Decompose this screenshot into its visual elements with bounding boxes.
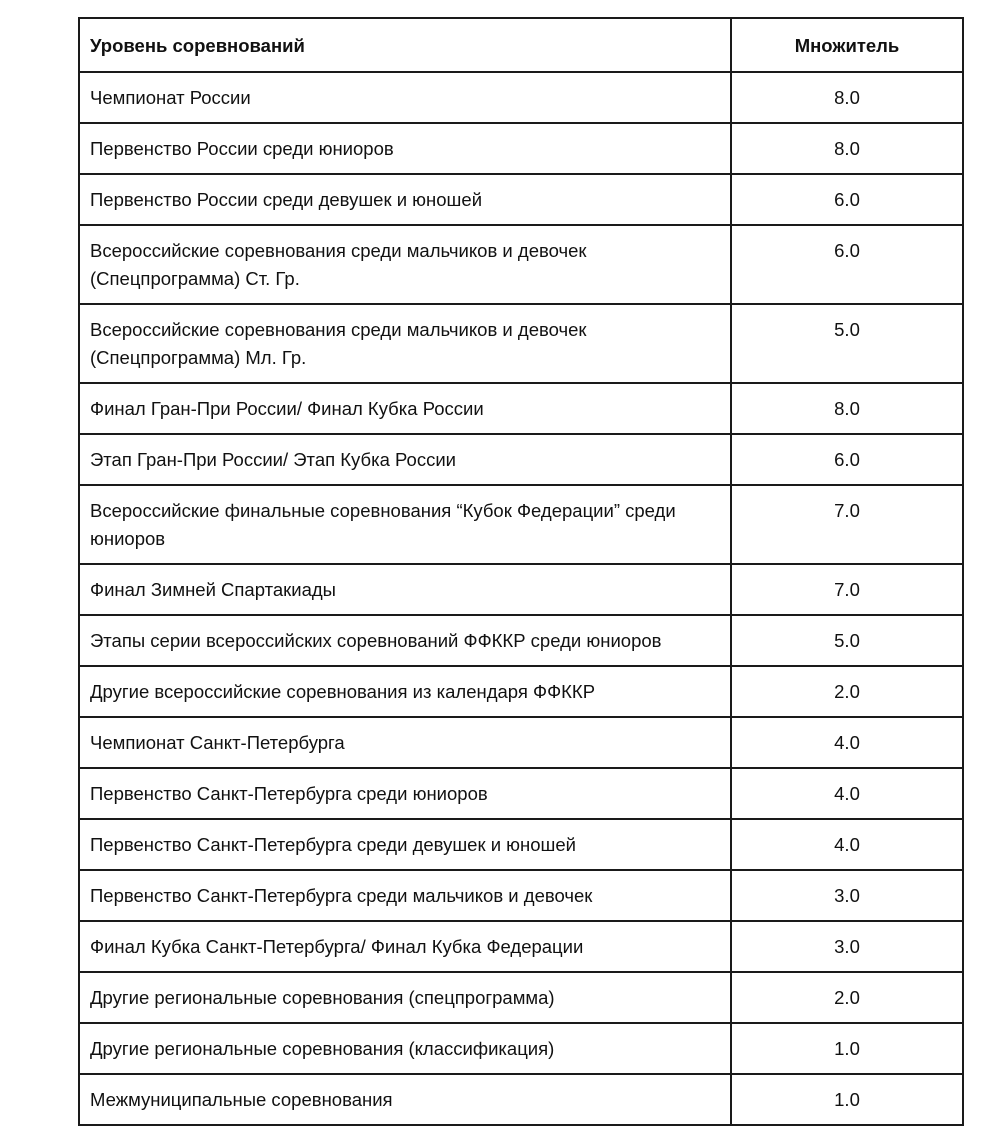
competition-level-cell: Другие всероссийские соревнования из календаря ФФККР xyxy=(79,666,731,717)
competition-level-cell: Другие региональные соревнования (спецпрограмма) xyxy=(79,972,731,1023)
competition-level-cell: Всероссийские соревнования среди мальчиков и девочек (Спецпрограмма) Ст. Гр. xyxy=(79,225,731,304)
competition-level-cell: Чемпионат Санкт-Петербурга xyxy=(79,717,731,768)
header-row xyxy=(79,18,963,72)
competition-level-cell: Всероссийские соревнования среди мальчиков и девочек (Спецпрограмма) Мл. Гр. xyxy=(79,304,731,383)
multiplier-cell: 6.0 xyxy=(731,434,963,485)
multiplier-cell: 8.0 xyxy=(731,383,963,434)
competition-level-cell: Другие региональные соревнования (классификация) xyxy=(79,1023,731,1074)
competition-level-cell: Всероссийские финальные соревнования “Кубок Федерации” среди юниоров xyxy=(79,485,731,564)
table-row xyxy=(79,870,963,921)
multiplier-cell: 7.0 xyxy=(731,564,963,615)
table-row xyxy=(79,768,963,819)
multiplier-cell: 5.0 xyxy=(731,615,963,666)
multiplier-cell: 1.0 xyxy=(731,1074,963,1125)
table-body xyxy=(79,72,963,1125)
competition-level-cell: Первенство России среди девушек и юношей xyxy=(79,174,731,225)
competition-level-cell: Финал Гран-При России/ Финал Кубка России xyxy=(79,383,731,434)
header-multiplier: Множитель xyxy=(731,18,963,72)
table-row xyxy=(79,174,963,225)
multiplier-cell: 8.0 xyxy=(731,72,963,123)
table-row xyxy=(79,921,963,972)
competition-level-cell: Этап Гран-При России/ Этап Кубка России xyxy=(79,434,731,485)
multiplier-cell: 6.0 xyxy=(731,225,963,304)
table-row xyxy=(79,72,963,123)
table-row xyxy=(79,972,963,1023)
table-row xyxy=(79,819,963,870)
multiplier-cell: 8.0 xyxy=(731,123,963,174)
header-competition-level: Уровень соревнований xyxy=(79,18,731,72)
multiplier-cell: 3.0 xyxy=(731,921,963,972)
competition-level-cell: Чемпионат России xyxy=(79,72,731,123)
table-row xyxy=(79,666,963,717)
multiplier-cell: 2.0 xyxy=(731,972,963,1023)
table-row xyxy=(79,304,963,383)
table-row xyxy=(79,615,963,666)
competition-level-cell: Этапы серии всероссийских соревнований ФФККР среди юниоров xyxy=(79,615,731,666)
table-row xyxy=(79,564,963,615)
multiplier-cell: 5.0 xyxy=(731,304,963,383)
competition-level-cell: Первенство Санкт-Петербурга среди девушек и юношей xyxy=(79,819,731,870)
table-row xyxy=(79,485,963,564)
competition-level-cell: Межмуниципальные соревнования xyxy=(79,1074,731,1125)
table-header xyxy=(79,18,963,72)
table-row xyxy=(79,717,963,768)
table-row xyxy=(79,225,963,304)
multiplier-cell: 3.0 xyxy=(731,870,963,921)
multiplier-cell: 4.0 xyxy=(731,768,963,819)
multiplier-cell: 6.0 xyxy=(731,174,963,225)
table-row xyxy=(79,1023,963,1074)
competition-level-cell: Первенство Санкт-Петербурга среди юниоров xyxy=(79,768,731,819)
competition-level-cell: Финал Кубка Санкт-Петербурга/ Финал Кубка Федерации xyxy=(79,921,731,972)
competition-level-cell: Первенство Санкт-Петербурга среди мальчиков и девочек xyxy=(79,870,731,921)
competition-level-cell: Финал Зимней Спартакиады xyxy=(79,564,731,615)
table-row xyxy=(79,1074,963,1125)
table-row xyxy=(79,383,963,434)
competition-level-cell: Первенство России среди юниоров xyxy=(79,123,731,174)
table-row xyxy=(79,123,963,174)
multiplier-cell: 4.0 xyxy=(731,717,963,768)
multiplier-cell: 1.0 xyxy=(731,1023,963,1074)
competition-multiplier-table xyxy=(78,17,964,1126)
multiplier-cell: 7.0 xyxy=(731,485,963,564)
table-row xyxy=(79,434,963,485)
multiplier-cell: 2.0 xyxy=(731,666,963,717)
multiplier-cell: 4.0 xyxy=(731,819,963,870)
